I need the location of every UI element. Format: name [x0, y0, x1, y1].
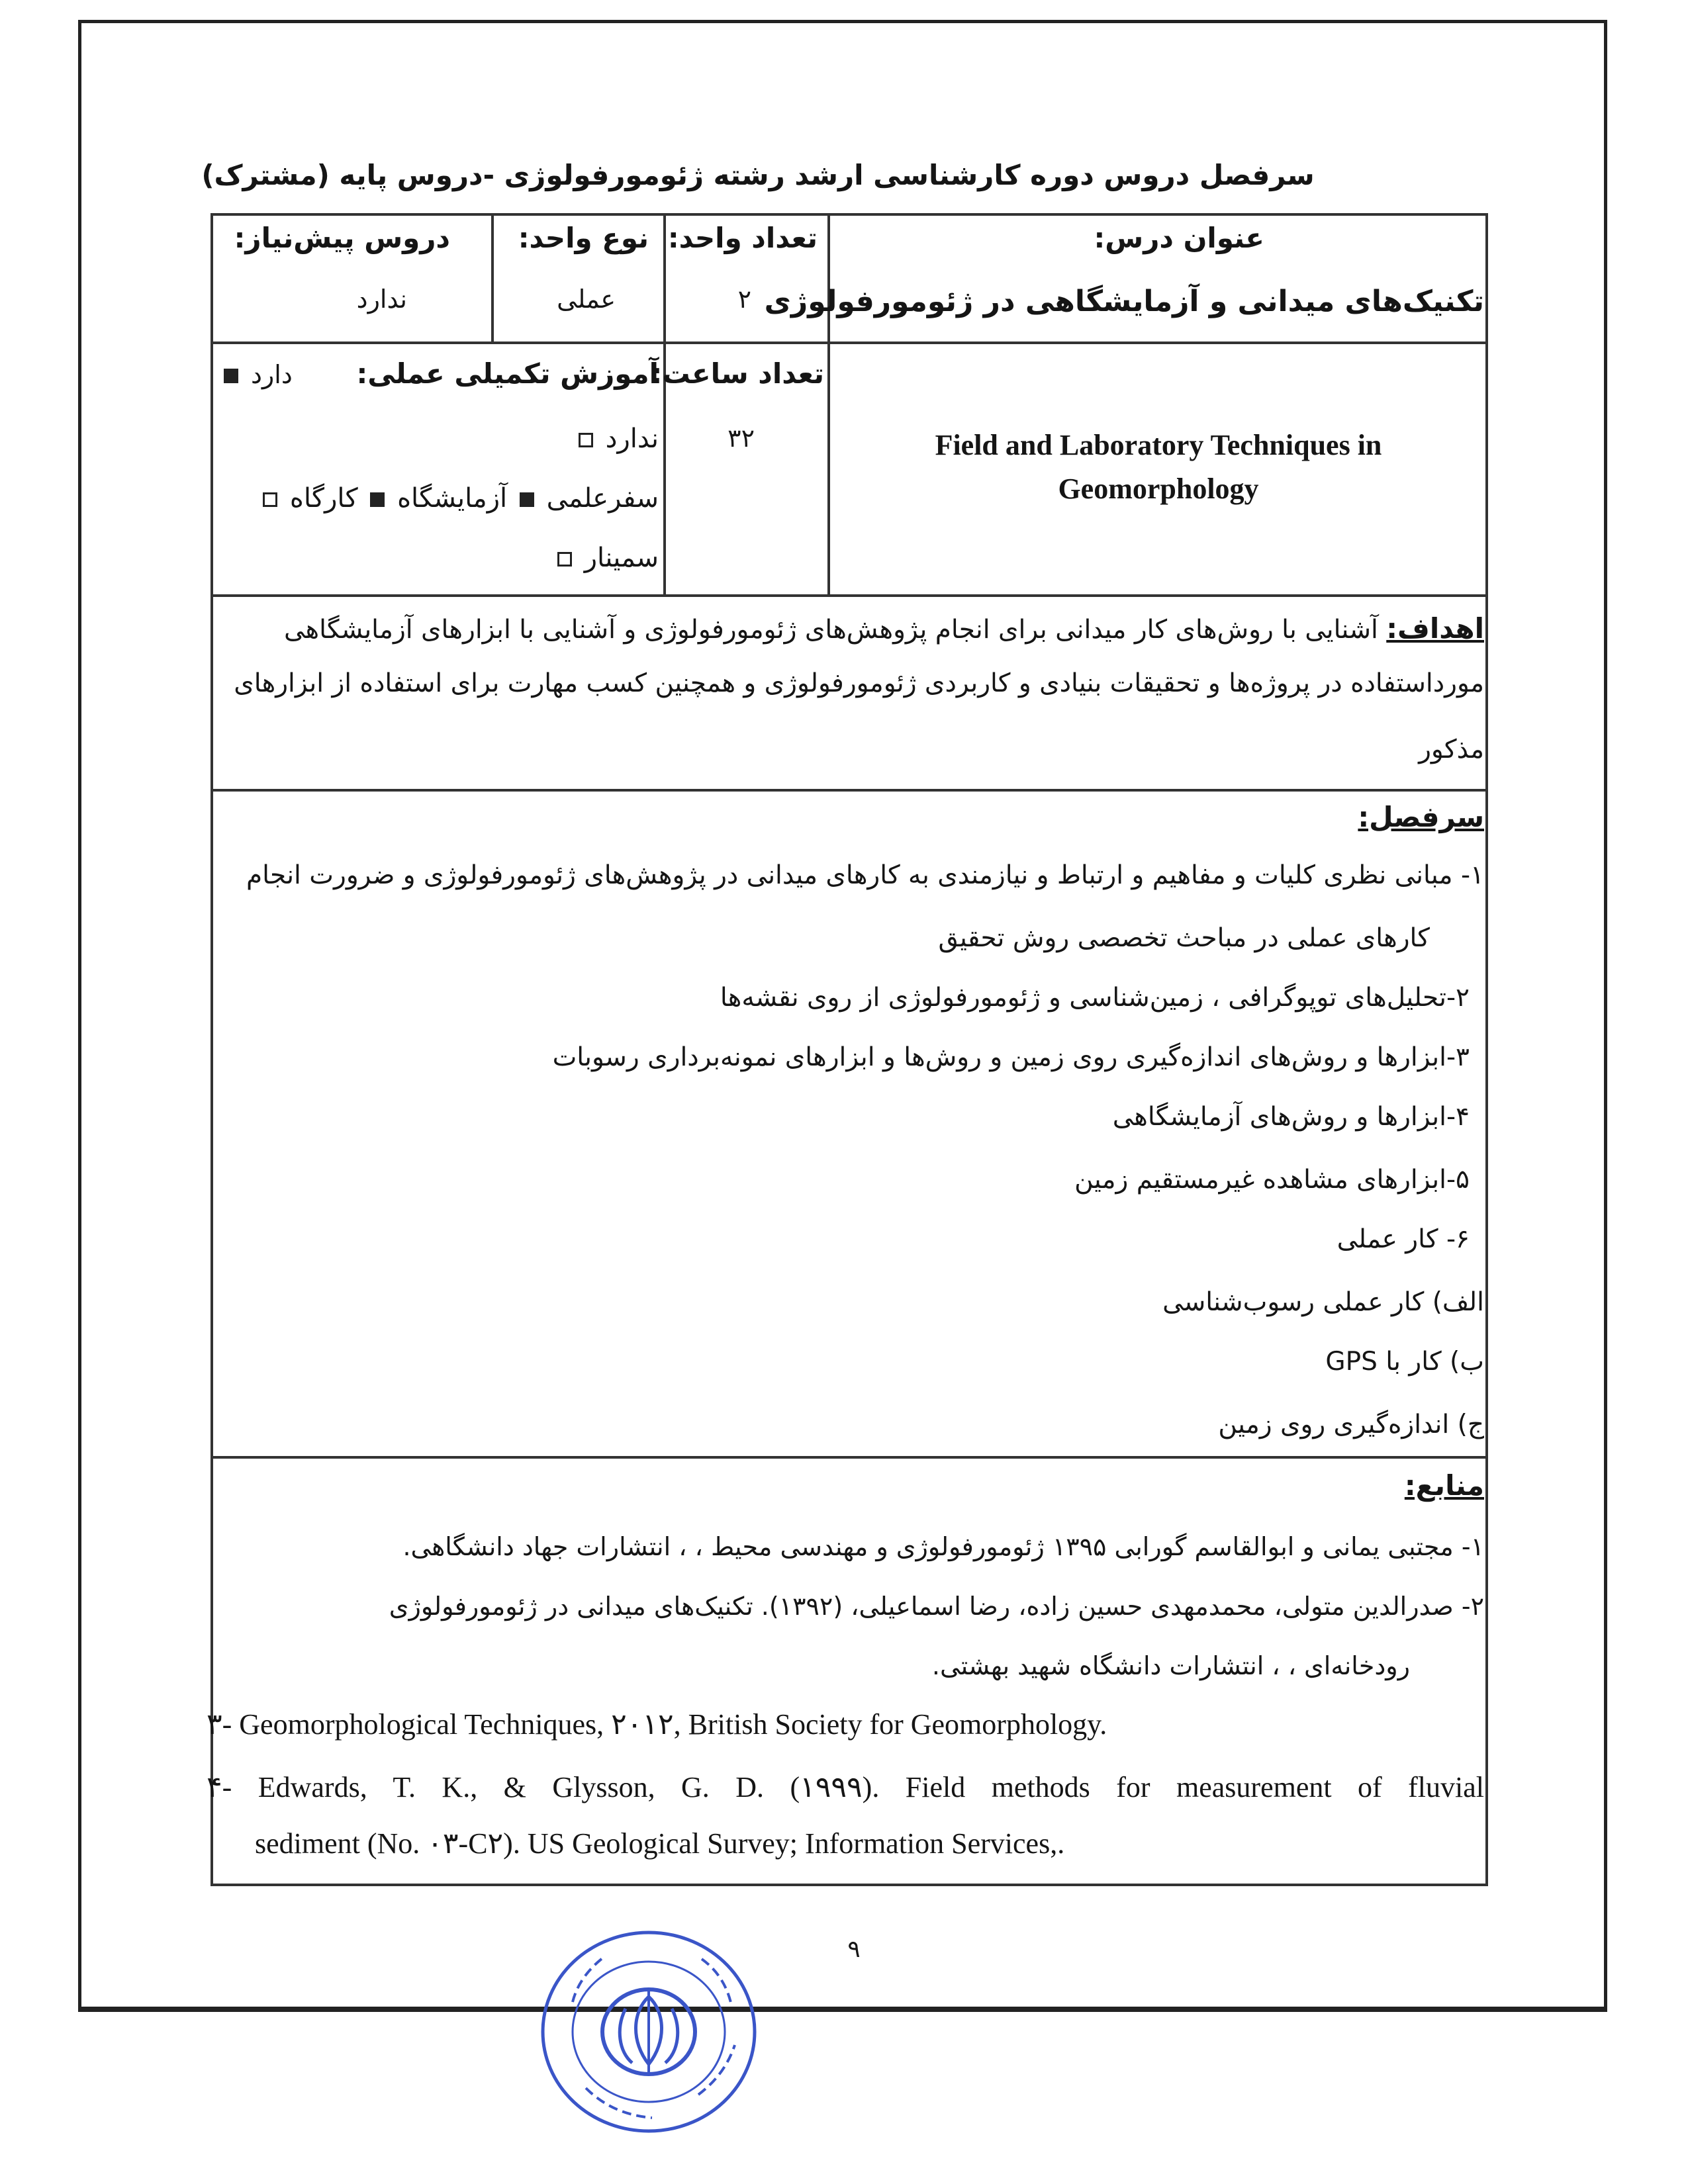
option-none-label: ندارد — [605, 424, 659, 454]
option-seminar-row — [553, 543, 659, 573]
source-ref3: ۳- Geomorphological Techniques, ۲۰۱۲, British Society for Geomorphology. — [207, 1708, 1107, 1741]
source-ref2-line2: رودخانه‌ای ، ، انتشارات دانشگاه شهید بهشتی. — [931, 1651, 1410, 1680]
syllabus-item3: ۳-ابزارها و روش‌های اندازه‌گیری روی زمین و روش‌ها و ابزارهای نمونه‌برداری رسوبات — [552, 1042, 1470, 1072]
option-workshop-checkbox[interactable] — [263, 492, 277, 507]
table-divider — [827, 213, 830, 597]
syllabus-item2: ۲-تحلیل‌های توپوگرافی ، زمین‌شناسی و ژئومورفولوژی از روی نقشه‌ها — [720, 983, 1470, 1013]
option-field-trip-checkbox[interactable] — [520, 492, 534, 507]
source-ref2-line1: ۲- صدرالدین متولی، محمدمهدی حسین زاده، رضا اسماعیلی، (۱۳۹۲). تکنیک‌های میدانی در ژئومورفولوژی — [389, 1592, 1484, 1621]
goals-line3: مذکور — [1419, 735, 1484, 764]
units-label: تعداد واحد: — [667, 222, 818, 254]
table-divider — [491, 213, 494, 341]
goals-line2: مورداستفاده در پروژه‌ها و تحقیقات بنیادی و کاربردی ژئومورفولوژی و همچنین کسب مهارت برای استفاده از ابزارهای — [234, 668, 1484, 698]
page-number: ۹ — [847, 1936, 861, 1963]
page-title: سرفصل دروس دوره کارشناسی ارشد رشته ژئومورفولوژی -دروس پایه (مشترک) — [201, 159, 1315, 191]
official-seal-icon — [533, 1923, 765, 2141]
prereq-value: ندارد — [356, 285, 407, 314]
course-title-label: عنوان درس: — [1094, 222, 1264, 254]
table-divider — [663, 213, 666, 597]
goals-label: اهداف: — [1386, 612, 1484, 645]
option-types-row — [259, 483, 659, 514]
prereq-label: دروس پیش‌نیاز: — [234, 222, 450, 254]
hours-label: تعداد ساعت: — [651, 357, 824, 390]
syllabus-item1-line2: کارهای عملی در مباحث تخصصی روش تحقیق — [938, 923, 1430, 953]
syllabus-sub-a: الف) کار عملی رسوب‌شناسی — [1162, 1287, 1484, 1317]
syllabus-item6: ۶- کار عملی — [1336, 1224, 1470, 1254]
hours-value: ۳۲ — [727, 424, 755, 453]
syllabus-sub-b: ب) کار با GPS — [1325, 1347, 1484, 1377]
goals-line1 — [284, 612, 1484, 645]
unit-type-label: نوع واحد: — [518, 222, 649, 254]
option-none-row — [575, 424, 659, 454]
units-value: ۲ — [737, 285, 751, 314]
option-none-checkbox[interactable] — [579, 433, 593, 447]
unit-type-value: عملی — [557, 285, 616, 314]
sources-label: منابع: — [1404, 1469, 1484, 1502]
goals-text-line1: آشنایی با روش‌های کار میدانی برای انجام پژوهش‌های ژئومورفولوژی و آشنایی با ابزارهای آزمایشگاهی — [284, 615, 1378, 645]
option-seminar-label: سمینار — [584, 543, 659, 573]
option-has-label: دارد — [250, 360, 293, 389]
option-lab-label: آزمایشگاه — [397, 483, 508, 514]
course-title-fa: تکنیک‌های میدانی و آزمایشگاهی در ژئومورفولوژی — [764, 285, 1484, 318]
option-field-trip-label: سفرعلمی — [546, 483, 659, 514]
syllabus-label: سرفصل: — [1358, 801, 1484, 833]
course-title-en-line1: Field and Laboratory Techniques in — [935, 429, 1382, 461]
syllabus-sub-c: ج) اندازه‌گیری روی زمین — [1218, 1410, 1484, 1439]
source-ref4-line1: ۴- Edwards, T. K., & Glysson, G. D. (۱۹۹۹). Field methods for measurement of fluvial — [207, 1771, 1484, 1803]
supplementary-row — [220, 357, 659, 390]
option-workshop-label: کارگاه — [289, 483, 358, 514]
option-lab-checkbox[interactable] — [370, 492, 385, 507]
syllabus-item1-line1: ۱- مبانی نظری کلیات و مفاهیم و ارتباط و نیازمندی به کارهای میدانی در پژوهش‌های ژئومورفولوژی و ضرورت انجام — [246, 860, 1484, 890]
option-has-checkbox[interactable] — [224, 369, 238, 383]
syllabus-item4: ۴-ابزارها و روش‌های آزمایشگاهی — [1112, 1102, 1470, 1132]
source-ref4-line2: sediment (No. ۰۳-C۲). US Geological Survey; Information Services,. — [255, 1827, 1065, 1860]
syllabus-item5: ۵-ابزارهای مشاهده غیرمستقیم زمین — [1074, 1165, 1470, 1195]
supplementary-label: آموزش تکمیلی عملی: — [356, 357, 659, 390]
course-title-en-line2: Geomorphology — [1058, 473, 1259, 505]
course-title-en — [834, 424, 1483, 511]
table-divider — [211, 341, 1488, 344]
course-info-table — [211, 213, 1488, 597]
option-seminar-checkbox[interactable] — [557, 552, 572, 567]
source-ref1: ۱- مجتبی یمانی و ابوالقاسم گورابی ۱۳۹۵ ژئومورفولوژی و مهندسی محیط ، ، انتشارات جهاد دانشگاهی. — [402, 1532, 1484, 1561]
